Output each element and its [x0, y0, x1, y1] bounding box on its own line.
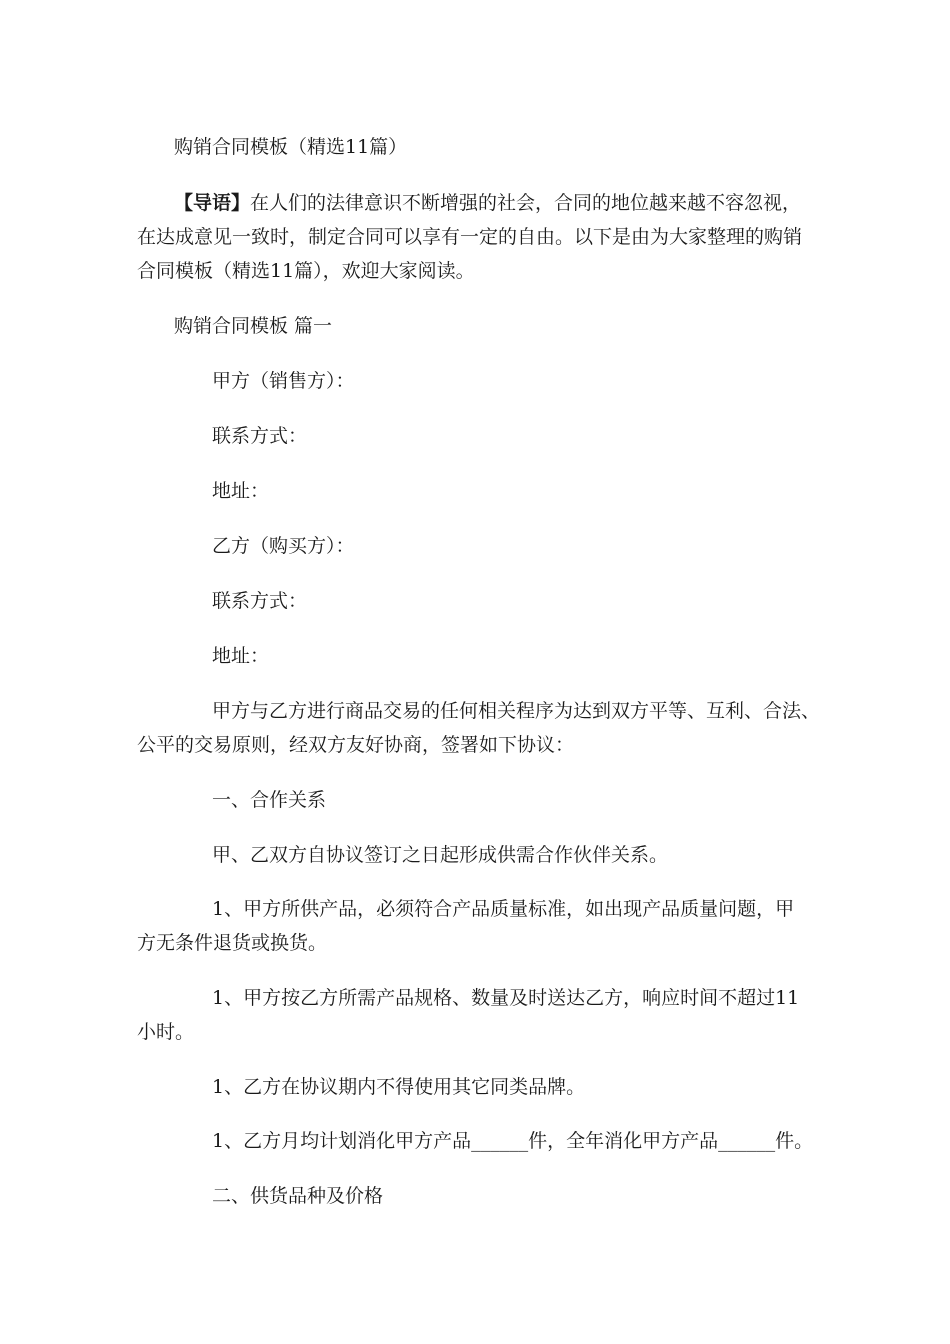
section-title: 购销合同模板 篇一	[174, 315, 333, 337]
heading-supply: 二、供货品种及价格	[212, 1185, 384, 1207]
item4: 1、乙方月均计划消化甲方产品______件，全年消化甲方产品______件。	[212, 1130, 814, 1152]
party-b-label: 乙方（购买方）：	[212, 535, 355, 557]
item2-line-1: 1、甲方按乙方所需产品规格、数量及时送达乙方，响应时间不超过11	[212, 987, 800, 1009]
para1-line-2: 公平的交易原则，经双方友好协商，签署如下协议：	[137, 734, 575, 756]
intro-marker: 【导语】	[174, 192, 251, 214]
item1-line-2: 方无条件退货或换货。	[137, 932, 328, 954]
address-a-label: 地址：	[212, 480, 270, 502]
intro-line-1	[174, 188, 801, 218]
heading-cooperation: 一、合作关系	[212, 789, 327, 811]
intro-line-3: 合同模板（精选11篇），欢迎大家阅读。	[137, 260, 475, 282]
contact-b-label: 联系方式：	[212, 590, 308, 612]
contact-a-label: 联系方式：	[212, 425, 308, 447]
party-a-label: 甲方（销售方）：	[212, 370, 355, 392]
para1-line-1: 甲方与乙方进行商品交易的任何相关程序为达到双方平等、互利、合法、	[212, 700, 821, 722]
item3: 1、乙方在协议期内不得使用其它同类品牌。	[212, 1076, 586, 1098]
item2-line-2: 小时。	[137, 1021, 195, 1043]
item1-line-1: 1、甲方所供产品，必须符合产品质量标准，如出现产品质量问题，甲	[212, 898, 795, 920]
address-b-label: 地址：	[212, 645, 270, 667]
intro-line-2: 在达成意见一致时，制定合同可以享有一定的自由。以下是由为大家整理的购销	[137, 226, 803, 248]
document-title: 购销合同模板（精选11篇）	[174, 136, 408, 158]
intro-text-1: 在人们的法律意识不断增强的社会，合同的地位越来越不容忽视，	[250, 192, 802, 214]
para2: 甲、乙双方自协议签订之日起形成供需合作伙伴关系。	[212, 844, 669, 866]
